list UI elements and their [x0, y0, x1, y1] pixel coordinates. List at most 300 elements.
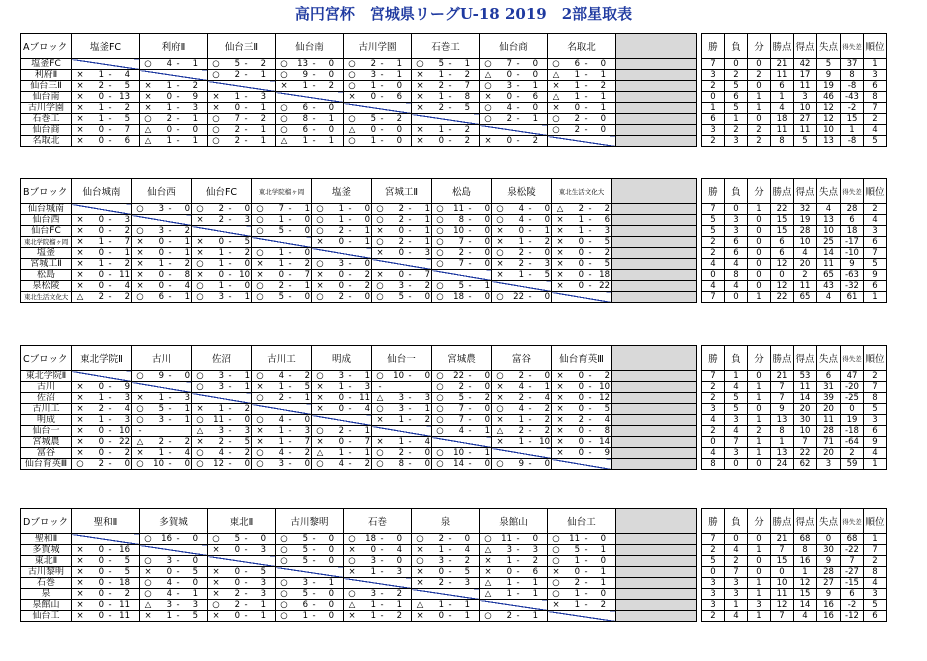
score-separator: -: [468, 404, 472, 414]
goals-for: 0: [506, 92, 512, 102]
stat-value: 6: [725, 92, 748, 103]
goals-for: 22: [453, 371, 464, 381]
result-mark: △: [484, 578, 492, 588]
match-result-cell: [72, 237, 132, 248]
result-mark: ○: [436, 281, 444, 291]
score-separator: -: [228, 404, 232, 414]
score-separator: -: [348, 448, 352, 458]
score-separator: -: [468, 393, 472, 403]
result-mark: ○: [256, 248, 264, 258]
goals-against: 0: [328, 611, 334, 621]
score-separator: -: [288, 226, 292, 236]
result-mark: △: [496, 426, 504, 436]
result-mark: ×: [76, 237, 84, 247]
score-separator: -: [348, 226, 352, 236]
goals-for: 1: [438, 600, 444, 610]
result-mark: ×: [416, 136, 424, 146]
stat-value: 3: [725, 448, 748, 459]
match-result-cell: [432, 393, 492, 404]
goals-for: 0: [166, 92, 172, 102]
score-separator: -: [588, 437, 592, 447]
goals-for: 1: [438, 545, 444, 555]
header-filler: [612, 346, 697, 371]
goals-against: 0: [600, 589, 606, 599]
stat-value: 0: [725, 204, 748, 215]
stat-value: 8: [794, 545, 817, 556]
stat-value: 6: [864, 81, 887, 92]
goals-for: 0: [166, 125, 172, 135]
score-separator: -: [380, 59, 384, 69]
score-separator: -: [108, 237, 112, 247]
stat-value: 2: [702, 81, 725, 92]
goals-against: 2: [192, 81, 198, 91]
goals-against: 0: [304, 292, 310, 302]
goals-for: 0: [578, 371, 584, 381]
empty-filler: [616, 81, 697, 92]
result-mark: ○: [316, 459, 324, 469]
match-result-cell: [140, 103, 208, 114]
result-mark: ×: [196, 237, 204, 247]
stat-header: 勝点: [771, 34, 794, 59]
score-separator: -: [108, 611, 112, 621]
stat-value: 0: [748, 567, 771, 578]
goals-for: 6: [574, 59, 580, 69]
score-separator: -: [448, 545, 452, 555]
score-separator: -: [588, 204, 592, 214]
score-separator: -: [312, 114, 316, 124]
score-separator: -: [108, 125, 112, 135]
match-result-cell: [372, 371, 432, 382]
score-separator: -: [516, 556, 520, 566]
stat-value: 2: [748, 426, 771, 437]
stat-value: 20: [794, 259, 817, 270]
score-separator: -: [528, 393, 532, 403]
stat-value: 1: [748, 437, 771, 448]
score-separator: -: [380, 600, 384, 610]
goals-against: 0: [600, 534, 606, 544]
goals-for: 1: [166, 103, 172, 113]
result-mark: ○: [144, 114, 152, 124]
match-result-cell: [252, 204, 312, 215]
result-mark: ×: [76, 259, 84, 269]
stat-value: 6: [702, 114, 725, 125]
score-separator: -: [448, 534, 452, 544]
score-separator: -: [588, 281, 592, 291]
goals-for: 3: [166, 600, 172, 610]
self-match-cell: [72, 59, 140, 70]
goals-against: 2: [124, 448, 130, 458]
stat-value: -64: [841, 437, 864, 448]
stat-value: 22: [771, 204, 794, 215]
goals-against: 1: [424, 226, 430, 236]
goals-for: 0: [578, 404, 584, 414]
score-separator: -: [408, 459, 412, 469]
match-result-cell: [276, 114, 344, 125]
score-separator: -: [516, 534, 520, 544]
goals-against: 10: [239, 270, 250, 280]
table-row: [21, 426, 887, 437]
goals-against: 2: [244, 404, 250, 414]
score-separator: -: [468, 281, 472, 291]
goals-for: 5: [398, 292, 404, 302]
result-mark: ×: [556, 393, 564, 403]
table-row: [21, 382, 887, 393]
match-result-cell: [192, 415, 252, 426]
goals-for: 0: [158, 281, 164, 291]
stat-value: 28: [794, 226, 817, 237]
goals-for: 1: [338, 382, 344, 392]
goals-against: 1: [328, 114, 334, 124]
stat-value: 2: [725, 556, 748, 567]
stat-value: 5: [864, 136, 887, 147]
match-result-cell: [140, 589, 208, 600]
match-result-cell: [372, 415, 432, 426]
stat-value: 4: [725, 259, 748, 270]
self-match-cell: [208, 556, 276, 567]
goals-against: 8: [464, 92, 470, 102]
match-result-cell: [208, 59, 276, 70]
stat-value: 3: [864, 415, 887, 426]
score-separator: -: [468, 259, 472, 269]
goals-for: 0: [98, 270, 104, 280]
result-mark: ○: [436, 204, 444, 214]
result-mark: ○: [436, 415, 444, 425]
stat-value: 2: [702, 545, 725, 556]
goals-for: 12: [213, 459, 224, 469]
result-mark: ○: [376, 448, 384, 458]
match-result-cell: [344, 611, 412, 622]
score-separator: -: [244, 534, 248, 544]
match-result-cell: [72, 70, 140, 81]
result-mark: ×: [196, 215, 204, 225]
goals-against: 2: [544, 426, 550, 436]
goals-for: 7: [458, 415, 464, 425]
goals-for: 7: [458, 404, 464, 414]
stat-value: 1: [725, 600, 748, 611]
goals-against: 1: [484, 448, 490, 458]
match-result-cell: [72, 248, 132, 259]
column-team-name: 宮城農: [432, 346, 492, 371]
result-mark: ○: [376, 404, 384, 414]
goals-against: 11: [119, 600, 130, 610]
goals-for: 3: [398, 281, 404, 291]
empty-filler: [612, 393, 697, 404]
match-result-cell: [344, 600, 412, 611]
stat-value: 11: [794, 281, 817, 292]
score-separator: -: [468, 204, 472, 214]
stat-value: 6: [864, 237, 887, 248]
row-team-name: 石巻: [21, 578, 72, 589]
match-result-cell: [552, 404, 612, 415]
goals-for: 2: [438, 534, 444, 544]
stat-value: 42: [794, 59, 817, 70]
goals-for: 0: [578, 281, 584, 291]
self-match-cell: [132, 382, 192, 393]
score-separator: -: [448, 578, 452, 588]
stat-value: 61: [841, 292, 864, 303]
match-result-cell: [432, 259, 492, 270]
stat-value: 39: [817, 393, 841, 404]
match-result-cell: [132, 292, 192, 303]
table-row: [21, 114, 887, 125]
match-result-cell: [344, 556, 412, 567]
stat-value: 1: [748, 545, 771, 556]
goals-for: 0: [578, 248, 584, 258]
stat-value: 0: [817, 534, 841, 545]
result-mark: ○: [256, 281, 264, 291]
score-separator: -: [528, 270, 532, 280]
result-mark: ×: [76, 103, 84, 113]
match-result-cell: [132, 259, 192, 270]
score-separator: -: [380, 70, 384, 80]
result-mark: ×: [136, 237, 144, 247]
result-mark: ○: [280, 103, 288, 113]
result-mark: ○: [256, 393, 264, 403]
match-result-cell: [140, 136, 208, 147]
result-mark: ○: [144, 59, 152, 69]
goals-for: 2: [338, 292, 344, 302]
stat-value: 6: [864, 611, 887, 622]
score-separator: -: [448, 600, 452, 610]
result-mark: △: [280, 136, 288, 146]
score-separator: -: [348, 292, 352, 302]
goals-for: 5: [278, 292, 284, 302]
match-result-cell: [432, 226, 492, 237]
result-mark: ○: [496, 248, 504, 258]
goals-for: 2: [166, 114, 172, 124]
score-separator: -: [468, 415, 472, 425]
result-mark: ○: [136, 371, 144, 381]
stat-value: 53: [794, 371, 817, 382]
stat-value: 7: [771, 611, 794, 622]
goals-against: 4: [604, 415, 610, 425]
result-mark: ×: [496, 415, 504, 425]
match-result-cell: [548, 589, 616, 600]
stat-value: 7: [702, 534, 725, 545]
stat-value: 1: [771, 92, 794, 103]
goals-for: 3: [338, 371, 344, 381]
stat-value: 9: [817, 556, 841, 567]
score-separator: -: [588, 215, 592, 225]
empty-filler: [612, 448, 697, 459]
stat-value: -17: [841, 237, 864, 248]
stat-value: 10: [817, 226, 841, 237]
goals-for: 1: [574, 81, 580, 91]
goals-for: 1: [98, 103, 104, 113]
match-result-cell: [344, 70, 412, 81]
result-mark: ×: [76, 448, 84, 458]
column-team-name: 松島: [432, 179, 492, 204]
goals-against: 1: [600, 545, 606, 555]
result-mark: ×: [76, 92, 84, 102]
goals-against: 5: [604, 404, 610, 414]
stat-value: 5: [725, 404, 748, 415]
match-result-cell: [552, 248, 612, 259]
row-team-name: 仙台育英Ⅲ: [21, 459, 72, 470]
match-result-cell: [72, 459, 132, 470]
stat-header: 得点: [794, 346, 817, 371]
score-separator: -: [468, 248, 472, 258]
score-separator: -: [108, 92, 112, 102]
table-row: [21, 259, 887, 270]
result-mark: ×: [212, 545, 220, 555]
result-mark: ○: [212, 59, 220, 69]
result-mark: ×: [144, 92, 152, 102]
column-team-name: 古川黎明: [276, 509, 344, 534]
result-mark: ×: [316, 382, 324, 392]
result-mark: ×: [76, 567, 84, 577]
goals-against: 0: [464, 534, 470, 544]
match-result-cell: [492, 248, 552, 259]
match-result-cell: [480, 567, 548, 578]
result-mark: ○: [348, 81, 356, 91]
self-match-cell: [344, 103, 412, 114]
goals-for: 1: [506, 589, 512, 599]
row-team-name: 宮城農: [21, 437, 72, 448]
match-result-cell: [312, 204, 372, 215]
goals-for: 0: [218, 270, 224, 280]
match-result-cell: [344, 125, 412, 136]
stat-value: 59: [841, 459, 864, 470]
stat-value: 16: [794, 556, 817, 567]
stat-value: 5: [725, 393, 748, 404]
stat-value: 24: [771, 459, 794, 470]
stat-value: 5: [817, 59, 841, 70]
match-result-cell: [548, 556, 616, 567]
result-mark: ○: [280, 59, 288, 69]
goals-against: 6: [124, 136, 130, 146]
match-result-cell: [552, 448, 612, 459]
result-mark: ×: [256, 437, 264, 447]
match-result-cell: [312, 382, 372, 393]
score-separator: -: [468, 226, 472, 236]
result-mark: ×: [76, 215, 84, 225]
goals-against: 2: [396, 114, 402, 124]
empty-filler: [612, 437, 697, 448]
score-separator: -: [244, 545, 248, 555]
goals-against: 0: [532, 103, 538, 113]
goals-against: 3: [424, 393, 430, 403]
score-separator: -: [380, 136, 384, 146]
match-result-cell: [492, 371, 552, 382]
column-team-name: 聖和Ⅱ: [72, 509, 140, 534]
goals-against: 2: [604, 204, 610, 214]
result-mark: ×: [76, 545, 84, 555]
stat-value: 0: [725, 59, 748, 70]
score-separator: -: [528, 226, 532, 236]
stat-value: 28: [841, 204, 864, 215]
score-separator: -: [408, 237, 412, 247]
row-team-name: 明成: [21, 415, 72, 426]
column-team-name: 仙台工: [548, 509, 616, 534]
score-separator: -: [168, 448, 172, 458]
result-mark: -: [138, 426, 142, 436]
stat-value: 21: [771, 534, 794, 545]
goals-for: 18: [453, 292, 464, 302]
result-mark: △: [196, 426, 204, 436]
stat-value: 1: [771, 437, 794, 448]
score-separator: -: [468, 459, 472, 469]
stat-value: 0: [748, 226, 771, 237]
goals-for: 4: [166, 59, 172, 69]
stat-value: 0: [702, 567, 725, 578]
goals-for: 1: [506, 556, 512, 566]
goals-against: 0: [328, 59, 334, 69]
stat-value: 43: [817, 281, 841, 292]
stat-value: -2: [841, 103, 864, 114]
match-result-cell: [492, 404, 552, 415]
goals-for: 0: [98, 248, 104, 258]
result-mark: ○: [136, 226, 144, 236]
result-mark: ○: [316, 259, 324, 269]
self-match-cell: [372, 426, 432, 437]
score-separator: -: [168, 204, 172, 214]
result-mark: ×: [348, 567, 356, 577]
goals-for: 0: [98, 567, 104, 577]
score-separator: -: [228, 270, 232, 280]
goals-for: 0: [398, 248, 404, 258]
stat-value: 8: [864, 393, 887, 404]
result-mark: ×: [144, 611, 152, 621]
stat-value: 5: [702, 226, 725, 237]
goals-for: 2: [458, 382, 464, 392]
stat-value: 4: [771, 103, 794, 114]
goals-against: 2: [184, 259, 190, 269]
match-result-cell: [312, 292, 372, 303]
goals-for: 1: [98, 415, 104, 425]
goals-for: 1: [518, 437, 524, 447]
score-separator: -: [244, 589, 248, 599]
result-mark: ○: [436, 215, 444, 225]
goals-against: 1: [184, 404, 190, 414]
match-result-cell: [192, 437, 252, 448]
match-result-cell: [140, 114, 208, 125]
goals-against: 1: [192, 59, 198, 69]
goals-for: 2: [518, 248, 524, 258]
stat-value: 0: [748, 237, 771, 248]
header-filler: [616, 509, 697, 534]
result-mark: ○: [348, 70, 356, 80]
stat-header: 失点: [817, 34, 841, 59]
empty-filler: [612, 204, 697, 215]
goals-for: 1: [574, 556, 580, 566]
goals-for: 3: [438, 556, 444, 566]
table-row: [21, 103, 887, 114]
result-mark: ○: [256, 415, 264, 425]
goals-for: 0: [398, 226, 404, 236]
score-separator: -: [584, 600, 588, 610]
stat-value: 2: [748, 136, 771, 147]
stat-header: 順位: [864, 34, 887, 59]
result-mark: ○: [436, 371, 444, 381]
goals-against: 3: [424, 248, 430, 258]
goals-against: 5: [124, 567, 130, 577]
match-result-cell: [132, 281, 192, 292]
goals-for: 2: [398, 215, 404, 225]
goals-against: 7: [464, 81, 470, 91]
goals-for: 1: [370, 567, 376, 577]
result-mark: ×: [76, 611, 84, 621]
result-mark: ○: [552, 534, 560, 544]
goals-for: 4: [166, 589, 172, 599]
goals-against: 10: [539, 437, 550, 447]
match-result-cell: [132, 248, 192, 259]
goals-for: 0: [438, 611, 444, 621]
stat-header: 分: [748, 509, 771, 534]
table-row: [21, 589, 887, 600]
goals-for: 0: [158, 248, 164, 258]
goals-for: 2: [518, 259, 524, 269]
